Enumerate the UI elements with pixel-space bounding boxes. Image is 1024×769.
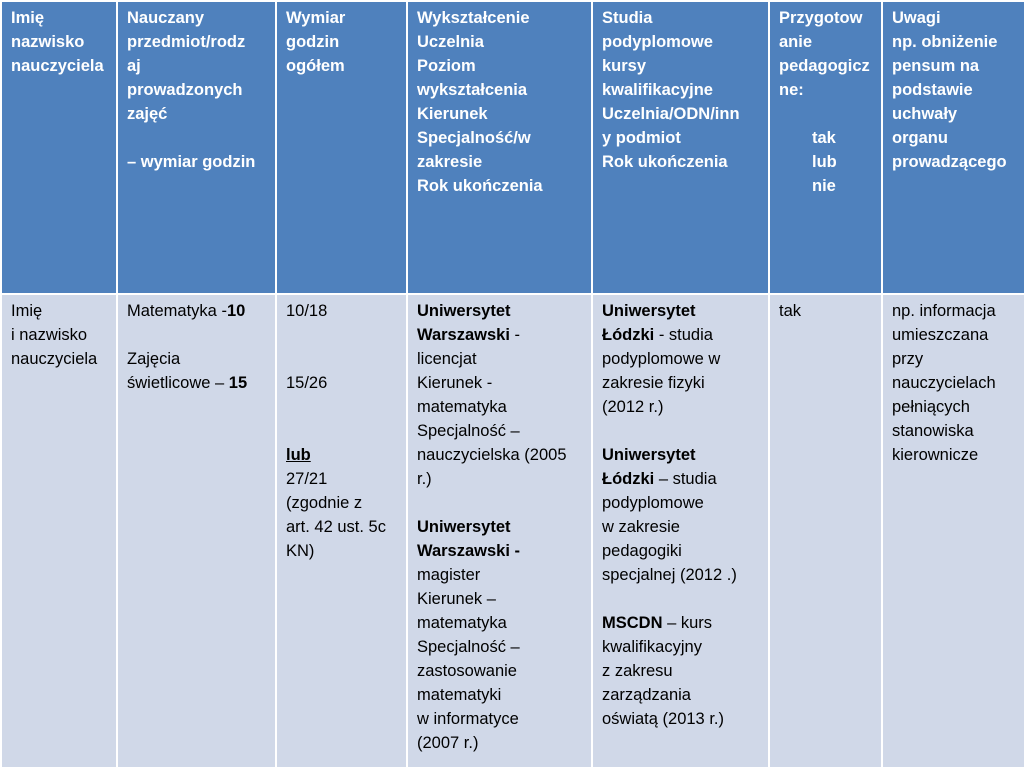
cell-postgrad: Uniwersytet Łódzki - studia podyplomowe w zakresie fizyki (2012 r.) Uniwersytet Łódzki – studia podyplomowe w zakresie pedagogiki specjalnej (2012 .) MSCDN – kurs kwalifikacyjny z zakresu zarządzania oświatą (2013 r.): [592, 294, 769, 768]
cell-pedagogical-prep: tak: [769, 294, 882, 768]
header-row: [1, 1, 1024, 294]
header-postgrad: Studia podyplomowe kursy kwalifikacyjne Uczelnia/ODN/inn y podmiot Rok ukończenia: [592, 1, 769, 294]
header-notes: Uwagi np. obniżenie pensum na podstawie uchwały organu prowadzącego: [882, 1, 1024, 294]
cell-subject: Matematyka -10 Zajęcia świetlicowe – 15: [117, 294, 276, 768]
cell-name: Imię i nazwisko nauczyciela: [1, 294, 117, 768]
cell-total-hours: 10/18 15/26 lub 27/21 (zgodnie z art. 42 ust. 5c KN): [276, 294, 407, 768]
header-subject: Nauczany przedmiot/rodz aj prowadzonych zajęć – wymiar godzin: [117, 1, 276, 294]
cell-notes: np. informacja umieszczana przy nauczycielach pełniących stanowiska kierownicze: [882, 294, 1024, 768]
header-pedagogical-prep: Przygotow anie pedagogicz ne: tak lub nie: [769, 1, 882, 294]
header-total-hours: Wymiar godzin ogółem: [276, 1, 407, 294]
cell-education: Uniwersytet Warszawski - licencjat Kierunek - matematyka Specjalność – nauczycielska (2005 r.) Uniwersytet Warszawski - magister Kierunek – matematyka Specjalność – zastosowanie matematyki w informatyce (2007 r.): [407, 294, 592, 768]
header-name: Imię nazwisko nauczyciela: [1, 1, 117, 294]
table-row: [1, 294, 1024, 768]
header-education: Wykształcenie Uczelnia Poziom wykształcenia Kierunek Specjalność/w zakresie Rok ukończenia: [407, 1, 592, 294]
